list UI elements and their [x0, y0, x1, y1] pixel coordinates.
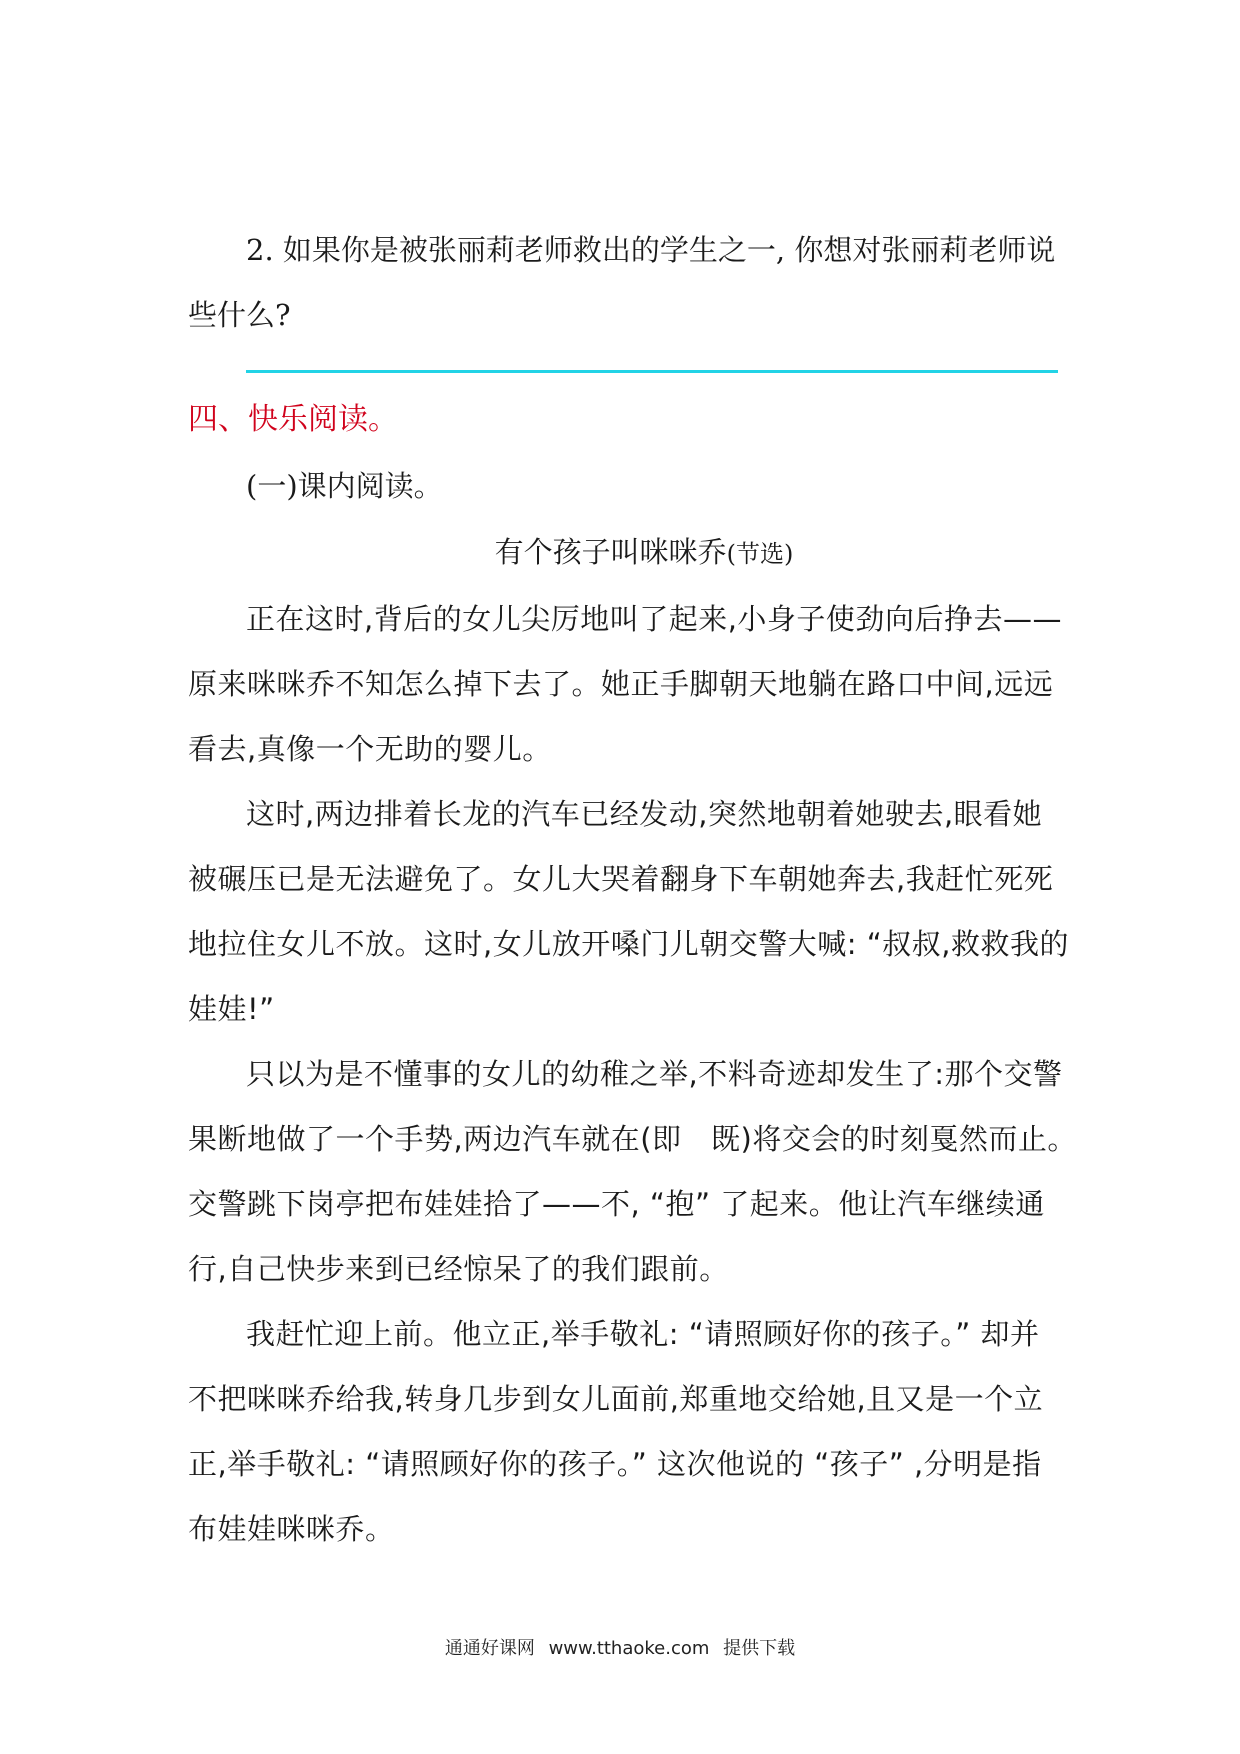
worksheet-content — [188, 218, 1077, 1562]
paragraph-line: 行,自己快步来到已经惊呆了的我们跟前。 — [188, 1252, 729, 1286]
paragraph-line: 不把咪咪乔给我,转身几步到女儿面前,郑重地交给她,且又是一个立 — [188, 1382, 1044, 1416]
page-footer — [0, 1634, 1240, 1660]
article-title-text: 有个孩子叫咪咪乔 — [494, 535, 727, 569]
answer-line[interactable] — [246, 370, 1058, 373]
paragraph-line: 只以为是不懂事的女儿的幼稚之举,不料奇迹却发生了:那个交警 — [246, 1057, 1063, 1091]
paragraph-line: 我赶忙迎上前。他立正,举手敬礼: “请照顾好你的孩子。” 却并 — [246, 1317, 1040, 1351]
paragraph-line: 交警跳下岗亭把布娃娃拾了——不, “抱” 了起来。他让汽车继续通 — [188, 1187, 1045, 1221]
paragraph-4 — [188, 1302, 1060, 1562]
question-line-1: 2. 如果你是被张丽莉老师救出的学生之一, 你想对张丽莉老师说 — [246, 233, 1056, 267]
paragraph-line: 布娃娃咪咪乔。 — [188, 1512, 395, 1546]
paragraph-line: 原来咪咪乔不知怎么掉下去了。她正手脚朝天地躺在路口中间,远远 — [188, 667, 1054, 701]
article-title-note: (节选) — [726, 540, 794, 568]
paragraph-3 — [188, 1042, 1077, 1302]
paragraph-line: 被碾压已是无法避免了。女儿大哭着翻身下车朝她奔去,我赶忙死死 — [188, 862, 1054, 896]
paragraph-line: 正,举手敬礼: “请照顾好你的孩子。” 这次他说的 “孩子” ,分明是指 — [188, 1447, 1042, 1481]
article-title — [188, 519, 1060, 587]
section-heading: 四、快乐阅读。 — [188, 402, 398, 437]
paragraph-line: 娃娃!” — [188, 992, 275, 1026]
article-body — [188, 587, 1077, 1562]
footer-suffix: 提供下载 — [723, 1638, 796, 1659]
paragraph-2 — [188, 782, 1069, 1042]
footer-site-name: 通通好课网 — [444, 1638, 535, 1659]
paragraph-line: 果断地做了一个手势,两边汽车就在(即 既)将交会的时刻戛然而止。 — [188, 1122, 1077, 1156]
paragraph-line: 看去,真像一个无助的婴儿。 — [188, 732, 552, 766]
paragraph-1 — [188, 587, 1060, 782]
footer-url[interactable]: www.tthaoke.com — [548, 1638, 710, 1659]
sub-heading: (一)课内阅读。 — [246, 469, 443, 503]
question-line-2: 些什么? — [188, 298, 291, 332]
paragraph-line: 地拉住女儿不放。这时,女儿放开嗓门儿朝交警大喊: “叔叔,救救我的 — [188, 927, 1069, 961]
paragraph-line: 正在这时,背后的女儿尖厉地叫了起来,小身子使劲向后挣去—— — [246, 602, 1062, 636]
paragraph-line: 这时,两边排着长龙的汽车已经发动,突然地朝着她驶去,眼看她 — [246, 797, 1043, 831]
